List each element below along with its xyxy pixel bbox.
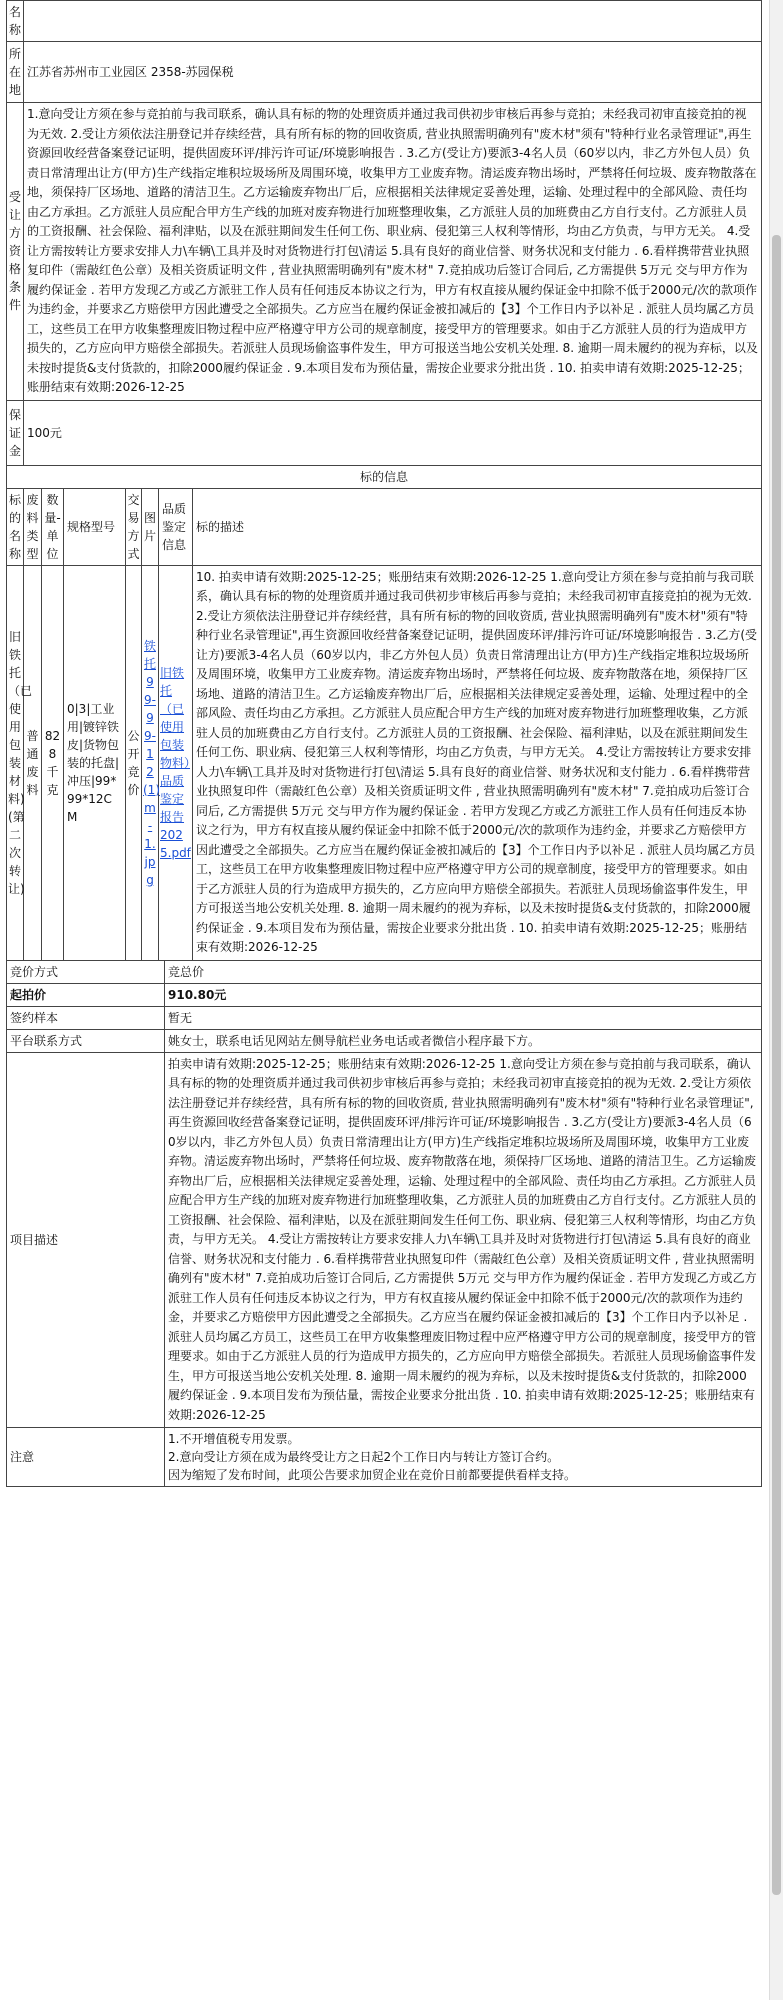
header-trade: 交易方式 [126, 488, 142, 565]
header-qty-unit: 数量-单位 [42, 488, 64, 565]
requirements-label: 受让方资格条件 [7, 103, 24, 401]
contact-label: 平台联系方式 [7, 1029, 165, 1052]
lot-waste-type: 普通废料 [24, 565, 42, 960]
contract-value: 暂无 [165, 1006, 762, 1029]
start-price-label: 起拍价 [7, 983, 165, 1006]
lot-description: 10. 拍卖申请有效期:2025-12-25；账册结束有效期:2026-12-25 1.意向受让方须在参与竞拍前与我司联系，确认具有标的物的处理资质并通过我司供初步审核后再参与竞拍；未经我司初审直接竞拍的视为无效. 2.受让方须依法注册登记并存续经营，具有所有标的物的回收资质, 营业执照需明确列有"废木材"须有"特种行业名录管理证",再生资源回收经营备案登记证明，提供固废环评/排污许可证/环境影响报告 . 3.乙方(受让方)要派3-4名人员（60岁以内，非乙方外包人员）负责日常清理出让方(甲方)生产线指定堆积垃圾场所及周围环境，收集甲方工业废弃物。清运废弃物出场时，严禁将任何垃圾、废弃物散落在地，须保持厂区场地、道路的清洁卫生。乙方运输废弃物出厂后，应根据相关法律规定妥善处理，运输、处理过程中的全部风险、责任均由乙方承担。乙方派驻人员应配合甲方生产线的加班对废弃物进行加班整理收集，乙方派驻人员的加班费由乙方自行支付。乙方派驻人员的工资报酬、社会保险、福利津贴，以及在派驻期间发生任何工伤、职业病、侵犯第三人权利等情形，均由乙方负责，与甲方无关。 4.受让方需按转让方要求安排人力\车辆\工具并及时对货物进行打包\清运 5.具有良好的商业信誉、财务状况和支付能力 . 6.看样携带营业执照复印件（需敲红色公章）及相关资质证明文件 , 营业执照需明确列有"废木材" 7.竞拍成功后签订合同后, 乙方需提供 5万元 交与甲方作为履约保证金 . 若甲方发现乙方或乙方派驻工作人员有任何违反本协议之行为，甲方有权直接从履约保证金中扣除不低于2000元/次的款项作为违约金，并要求乙方赔偿甲方因此遭受之全部损失。乙方应当在履约保证金被扣减后的【3】个工作日内予以补足 . 派驻人员均属乙方员工，这些员工在甲方收集整理废旧物过程中应严格遵守甲方公司的规章制度，接受甲方的管理要求。如由于乙方派驻人员的行为造成甲方损失的，乙方应向甲方赔偿全部损失。若派驻人员现场偷盗事件发生，甲方可报送当地公安机关处理. 8. 逾期一周未履约的视为弃标，以及未按时提货&支付货款的，扣除2000履约保证金 . 9.本项目发布为预估量，需按企业要求分批出货 . 10. 拍卖申请有效期:2025-12-25；账册结束有效期:2026-12-25 [193, 565, 762, 960]
project-description-label: 项目描述 [7, 1052, 165, 1428]
deposit-row [7, 400, 762, 465]
note-item: 因为缩短了发布时间，此项公告要求加贸企业在竞价日前都要提供看样支持。 [168, 1468, 577, 1482]
bid-method-label: 竞价方式 [7, 960, 165, 983]
address-row [7, 42, 762, 103]
vertical-scrollbar[interactable] [769, 0, 783, 2000]
bid-method-row [7, 960, 762, 983]
name-label: 名称 [7, 1, 24, 42]
start-price-value: 910.80元 [165, 983, 762, 1006]
lot-trade: 公开竞价 [126, 565, 142, 960]
table-row [7, 565, 762, 960]
address-label: 所在地 [7, 42, 24, 103]
project-info-table [6, 0, 762, 466]
lot-qty-unit: 828千克 [42, 565, 64, 960]
deposit-value: 100元 [24, 400, 762, 465]
header-quality: 品质鉴定信息 [159, 488, 193, 565]
note-item: 1.不开增值税专用发票。 [168, 1432, 300, 1446]
header-waste-type: 废料类型 [24, 488, 42, 565]
lot-image-link[interactable]: 铁托 99-99-12(1)m-1.jpg [143, 638, 160, 887]
lot-info-table [6, 465, 762, 961]
deposit-label: 保证金 [7, 400, 24, 465]
lot-section-title: 标的信息 [7, 465, 762, 488]
notes-row [7, 1428, 762, 1487]
note-item: 2.意向受让方须在成为最终受让方之日起2个工作日内与转让方签订合约。 [168, 1450, 560, 1464]
contact-row [7, 1029, 762, 1052]
lot-section-title-row [7, 465, 762, 488]
name-value [24, 1, 762, 42]
header-image: 图片 [142, 488, 159, 565]
address-value: 江苏省苏州市工业园区 2358-苏园保税 [24, 42, 762, 103]
contact-value: 姚女士，联系电话见网站左侧导航栏业务电话或者微信小程序最下方。 [165, 1029, 762, 1052]
project-description-value: 拍卖申请有效期:2025-12-25；账册结束有效期:2026-12-25 1.意向受让方须在参与竞拍前与我司联系，确认具有标的物的处理资质并通过我司供初步审核后再参与竞拍；未经我司初审直接竞拍的视为无效. 2.受让方须依法注册登记并存续经营，具有所有标的物的回收资质, 营业执照需明确列有"废木材"须有"特种行业名录管理证",再生资源回收经营备案登记证明，提供固废环评/排污许可证/环境影响报告 . 3.乙方(受让方)要派3-4名人员（60岁以内，非乙方外包人员）负责日常清理出让方(甲方)生产线指定堆积垃圾场所及周围环境，收集甲方工业废弃物。清运废弃物出场时，严禁将任何垃圾、废弃物散落在地，须保持厂区场地、道路的清洁卫生。乙方运输废弃物出厂后，应根据相关法律规定妥善处理，运输、处理过程中的全部风险、责任均由乙方承担。乙方派驻人员应配合甲方生产线的加班对废弃物进行加班整理收集，乙方派驻人员的加班费由乙方自行支付。乙方派驻人员的工资报酬、社会保险、福利津贴，以及在派驻期间发生任何工伤、职业病、侵犯第三人权利等情形，均由乙方负责，与甲方无关。 4.受让方需按转让方要求安排人力\车辆\工具并及时对货物进行打包\清运 5.具有良好的商业信誉、财务状况和支付能力 . 6.看样携带营业执照复印件（需敲红色公章）及相关资质证明文件 , 营业执照需明确列有"废木材" 7.竞拍成功后签订合同后, 乙方需提供 5万元 交与甲方作为履约保证金 . 若甲方发现乙方或乙方派驻工作人员有任何违反本协议之行为，甲方有权直接从履约保证金中扣除不低于2000元/次的款项作为违约金，并要求乙方赔偿甲方因此遭受之全部损失。乙方应当在履约保证金被扣减后的【3】个工作日内予以补足 . 派驻人员均属乙方员工，这些员工在甲方收集整理废旧物过程中应严格遵守甲方公司的规章制度，接受甲方的管理要求。如由于乙方派驻人员的行为造成甲方损失的，乙方应向甲方赔偿全部损失。若派驻人员现场偷盗事件发生，甲方可报送当地公安机关处理. 8. 逾期一周未履约的视为弃标，以及未按时提货&支付货款的，扣除2000履约保证金 . 9.本项目发布为预估量，需按企业要求分批出货 . 10. 拍卖申请有效期:2025-12-25；账册结束有效期:2026-12-25 [165, 1052, 762, 1428]
start-price-row [7, 983, 762, 1006]
notes-value [165, 1428, 762, 1487]
contract-row [7, 1006, 762, 1029]
contract-label: 签约样本 [7, 1006, 165, 1029]
auction-detail-page [6, 0, 762, 1487]
lot-quality-report-link[interactable]: 旧铁托（已使用包装物料）品质鉴定报告2025.pdf [160, 665, 191, 860]
project-description-row [7, 1052, 762, 1428]
name-row [7, 1, 762, 42]
lot-name: 旧铁托（已使用包装材料)(第二次转让) [7, 565, 24, 960]
header-desc: 标的描述 [193, 488, 762, 565]
requirements-value: 1.意向受让方须在参与竞拍前与我司联系，确认具有标的物的处理资质并通过我司供初步审核后再参与竞拍；未经我司初审直接竞拍的视为无效. 2.受让方须依法注册登记并存续经营，具有所有标的物的回收资质, 营业执照需明确列有"废木材"须有"特种行业名录管理证",再生资源回收经营备案登记证明，提供固废环评/排污许可证/环境影响报告 . 3.乙方(受让方)要派3-4名人员（60岁以内，非乙方外包人员）负责日常清理出让方(甲方)生产线指定堆积垃圾场所及周围环境，收集甲方工业废弃物。清运废弃物出场时，严禁将任何垃圾、废弃物散落在地，须保持厂区场地、道路的清洁卫生。乙方运输废弃物出厂后，应根据相关法律规定妥善处理，运输、处理过程中的全部风险、责任均由乙方承担。乙方派驻人员应配合甲方生产线的加班对废弃物进行加班整理收集，乙方派驻人员的加班费由乙方自行支付。乙方派驻人员的工资报酬、社会保险、福利津贴，以及在派驻期间发生任何工伤、职业病、侵犯第三人权利等情形，均由乙方负责，与甲方无关。 4.受让方需按转让方要求安排人力\车辆\工具并及时对货物进行打包\清运 5.具有良好的商业信誉、财务状况和支付能力 . 6.看样携带营业执照复印件（需敲红色公章）及相关资质证明文件 , 营业执照需明确列有"废木材" 7.竞拍成功后签订合同后, 乙方需提供 5万元 交与甲方作为履约保证金 . 若甲方发现乙方或乙方派驻工作人员有任何违反本协议之行为，甲方有权直接从履约保证金中扣除不低于2000元/次的款项作为违约金，并要求乙方赔偿甲方因此遭受之全部损失。乙方应当在履约保证金被扣减后的【3】个工作日内予以补足 . 派驻人员均属乙方员工，这些员工在甲方收集整理废旧物过程中应严格遵守甲方公司的规章制度，接受甲方的管理要求。如由于乙方派驻人员的行为造成甲方损失的，乙方应向甲方赔偿全部损失。若派驻人员现场偷盗事件发生，甲方可报送当地公安机关处理. 8. 逾期一周未履约的视为弃标，以及未按时提货&支付货款的，扣除2000履约保证金 . 9.本项目发布为预估量，需按企业要求分批出货 . 10. 拍卖申请有效期:2025-12-25；账册结束有效期:2026-12-25 [24, 103, 762, 401]
requirements-row [7, 103, 762, 401]
header-spec: 规格型号 [64, 488, 126, 565]
lot-header-row [7, 488, 762, 565]
scrollbar-thumb[interactable] [772, 235, 781, 1895]
bid-method-value: 竞总价 [165, 960, 762, 983]
header-name: 标的名称 [7, 488, 24, 565]
lot-spec: 0|3|工业用|镀锌铁皮|货物包装的托盘|冲压|99*99*12CM [64, 565, 126, 960]
notes-label: 注意 [7, 1428, 165, 1487]
auction-details-table [6, 960, 762, 1488]
